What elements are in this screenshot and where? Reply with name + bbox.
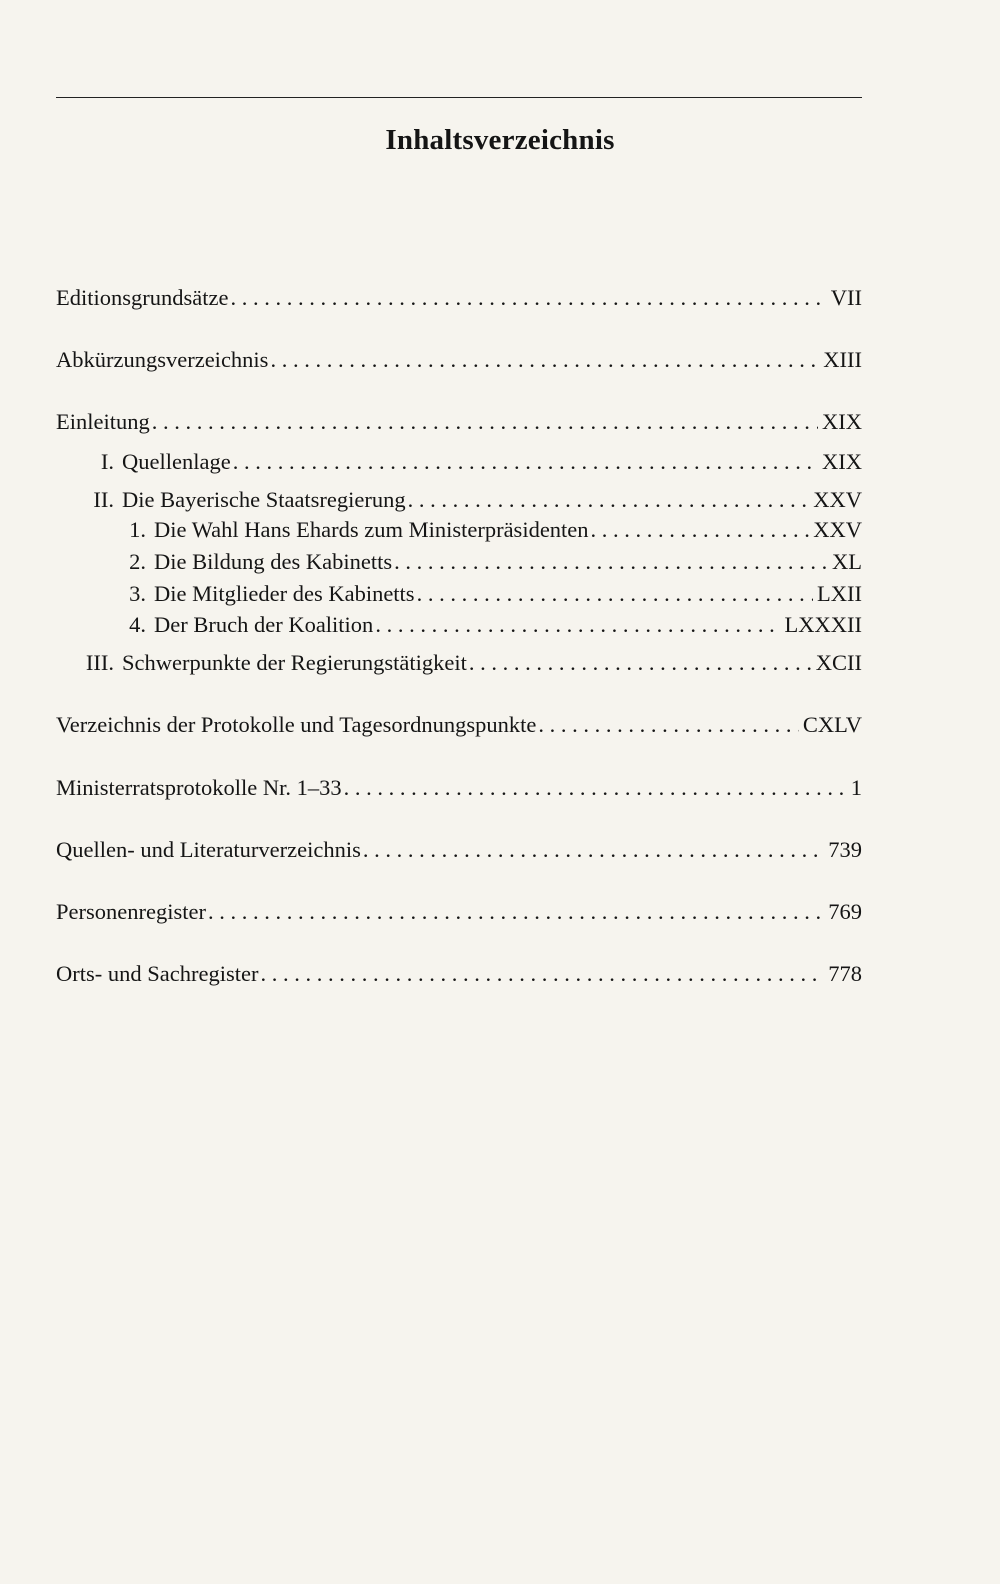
toc-leader-dots: [363, 835, 824, 865]
toc-entry: [56, 897, 862, 927]
toc-entry-label: Der Bruch der Koalition: [154, 612, 374, 637]
toc-entry-label: Verzeichnis der Protokolle und Tagesordnungspunkte: [56, 712, 537, 737]
toc-entry: [56, 610, 862, 640]
toc-leader-dots: [538, 710, 798, 740]
toc-entry: [56, 407, 862, 437]
toc-leader-dots: [591, 515, 810, 545]
toc-entry-label: Die Wahl Hans Ehards zum Ministerpräsidenten: [154, 517, 589, 542]
toc-entry: [56, 515, 862, 545]
toc-entry-page: 769: [828, 899, 862, 924]
toc-entry-page: XL: [832, 549, 862, 574]
toc-entry: [56, 547, 862, 577]
toc-entry-label: Ministerratsprotokolle Nr. 1–33: [56, 775, 342, 800]
toc-leader-dots: [408, 485, 810, 515]
toc-entry-number: 4.: [129, 612, 146, 637]
toc-entry: [56, 485, 862, 515]
toc-entry: [56, 283, 862, 313]
toc-leader-dots: [152, 407, 818, 437]
toc-entry-page: VII: [830, 285, 862, 310]
toc-leader-dots: [260, 959, 824, 989]
toc-entry: [56, 773, 862, 803]
toc-leader-dots: [233, 447, 818, 477]
toc-entry: [56, 648, 862, 678]
toc-leader-dots: [375, 610, 780, 640]
toc-leader-dots: [270, 345, 819, 375]
toc-entry-number: 2.: [129, 549, 146, 574]
toc-entry-page: 778: [828, 961, 862, 986]
toc-entry-number: I.: [100, 449, 114, 474]
toc-leader-dots: [469, 648, 812, 678]
toc-entry: [56, 835, 862, 865]
toc-entry-page: LXII: [817, 581, 862, 606]
toc-entry-label: Editionsgrundsätze: [56, 285, 229, 310]
toc-entry-page: XXV: [813, 487, 862, 512]
toc-entry: [56, 710, 862, 740]
toc-entry-label: Orts- und Sachregister: [56, 961, 259, 986]
toc-entry-label: Personenregister: [56, 899, 206, 924]
toc-entry-page: 739: [828, 837, 862, 862]
toc-entry-page: XIX: [822, 449, 862, 474]
toc-entry: [56, 959, 862, 989]
toc-leader-dots: [208, 897, 824, 927]
toc-entry-number: III.: [85, 650, 114, 675]
toc-entry-label: Einleitung: [56, 409, 150, 434]
toc-entry-page: 1: [850, 775, 862, 800]
header-rule: [56, 97, 862, 98]
toc-entry-page: CXLV: [802, 712, 862, 737]
toc-entry-page: XXV: [813, 517, 862, 542]
toc-entry-page: XCII: [815, 650, 862, 675]
toc-entry-page: LXXXII: [784, 612, 862, 637]
toc-entry: [56, 447, 862, 477]
toc-entry: [56, 345, 862, 375]
toc-entry-page: XIII: [823, 347, 862, 372]
page-title: Inhaltsverzeichnis: [385, 124, 615, 156]
toc-entry-label: Die Bayerische Staatsregierung: [122, 487, 406, 512]
toc-entry-label: Die Mitglieder des Kabinetts: [154, 581, 415, 606]
toc-entry-label: Abkürzungsverzeichnis: [56, 347, 269, 372]
toc-entry-label: Schwerpunkte der Regierungstätigkeit: [122, 650, 467, 675]
toc-entry-number: 3.: [129, 581, 146, 606]
toc-leader-dots: [394, 547, 828, 577]
toc-entry-label: Die Bildung des Kabinetts: [154, 549, 393, 574]
toc-entry-label: Quellenlage: [122, 449, 231, 474]
toc-leader-dots: [230, 283, 826, 313]
toc-leader-dots: [344, 773, 847, 803]
toc-leader-dots: [417, 579, 813, 609]
toc-entry: [56, 579, 862, 609]
toc-entry-page: XIX: [822, 409, 862, 434]
toc-entry-label: Quellen- und Literaturverzeichnis: [56, 837, 361, 862]
toc-entry-number: II.: [93, 487, 114, 512]
toc-entry-number: 1.: [129, 517, 146, 542]
